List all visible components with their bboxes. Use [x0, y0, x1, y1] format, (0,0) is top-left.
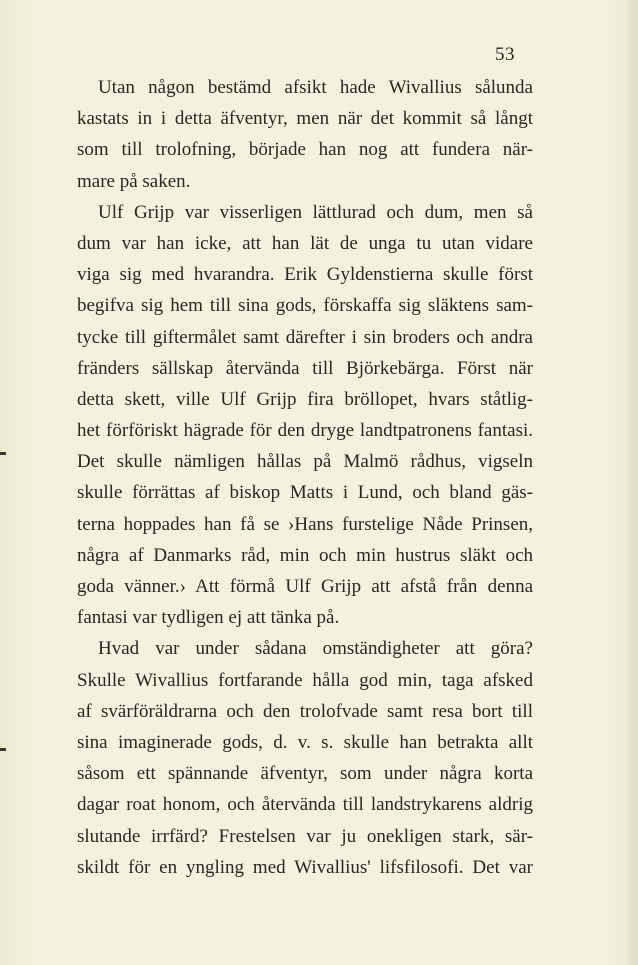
- text-line: kastats in i detta äfventyr, men när det kommit så långt: [77, 108, 533, 130]
- text-line: skulle förrättas af biskop Matts i Lund, och bland gäs-: [77, 482, 533, 504]
- text-line: dum var han icke, att han lät de unga tu utan vidare: [77, 232, 533, 254]
- paragraph: [77, 72, 533, 197]
- text-line: het förföriskt hägrade för den dryge landtpatronens fantasi.: [77, 420, 533, 442]
- text-line: dagar roat honom, och återvända till landstrykarens aldrig: [77, 794, 533, 816]
- body-text: [77, 72, 533, 883]
- text-line: fränders sällskap återvända till Björkebärga. Först när: [77, 357, 533, 379]
- text-line: några af Danmarks råd, min och min hustrus släkt och: [77, 544, 533, 566]
- text-line: tycke till giftermålet samt därefter i sin broders och andra: [77, 326, 533, 348]
- text-line: Ulf Grijp var visserligen lättlurad och dum, men så: [98, 201, 533, 223]
- text-line: skildt för en yngling med Wivallius' lifsfilosofi. Det var: [77, 856, 533, 878]
- text-line: fantasi var tydligen ej att tänka på.: [77, 607, 340, 629]
- page-edge-shadow: [624, 0, 638, 965]
- text-line: af svärföräldrarna och den trolofvade samt resa bort till: [77, 700, 533, 722]
- text-line: slutande irrfärd? Frestelsen var ju onekligen stark, sär-: [77, 825, 533, 847]
- text-line: Skulle Wivallius fortfarande hålla god min, taga afsked: [77, 669, 533, 691]
- margin-mark: [0, 452, 6, 455]
- page-number: 53: [495, 44, 515, 65]
- paragraph: [77, 633, 533, 883]
- text-line: viga sig med hvarandra. Erik Gyldenstierna skulle först: [77, 264, 533, 286]
- text-line: terna hoppades han få se ›Hans furstelige Nåde Prinsen,: [77, 513, 533, 535]
- text-line: Hvad var under sådana omständigheter att göra?: [98, 638, 533, 660]
- text-line: såsom ett spännande äfventyr, som under några korta: [77, 763, 533, 785]
- text-line: sina imaginerade gods, d. v. s. skulle han betrakta allt: [77, 731, 533, 753]
- text-line: begifva sig hem till sina gods, förskaffa sig släktens sam-: [77, 295, 533, 317]
- text-line: mare på saken.: [77, 170, 191, 192]
- paragraph: [77, 197, 533, 634]
- text-line: Utan någon bestämd afsikt hade Wivallius sålunda: [98, 77, 533, 98]
- text-line: detta skett, ville Ulf Grijp fira bröllopet, hvars ståtlig-: [77, 388, 533, 410]
- text-line: goda vänner.› Att förmå Ulf Grijp att afstå från denna: [77, 576, 533, 597]
- text-line: som till trolofning, började han nog att fundera när-: [77, 139, 533, 161]
- margin-mark: [0, 748, 6, 751]
- text-line: Det skulle nämligen hållas på Malmö rådhus, vigseln: [77, 451, 533, 473]
